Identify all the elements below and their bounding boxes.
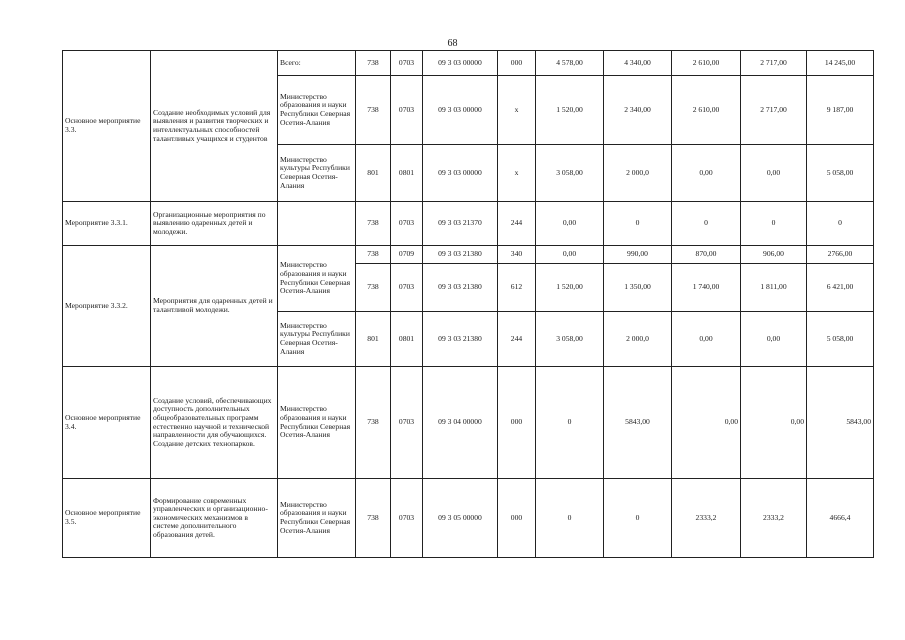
- rzpr-cell: 0703: [391, 479, 423, 558]
- amount-cell: 990,00: [604, 246, 672, 264]
- total-cell: 5843,00: [807, 367, 874, 479]
- table-row: [63, 367, 874, 479]
- executor-cell: Всего:: [278, 51, 356, 76]
- table-row: [63, 246, 874, 264]
- amount-cell: 0,00: [672, 367, 741, 479]
- entity-cell: Мероприятие 3.3.2.: [63, 246, 151, 367]
- amount-cell: 2 340,00: [604, 76, 672, 145]
- entity-cell: Основное мероприятие 3.5.: [63, 479, 151, 558]
- executor-cell: [278, 202, 356, 246]
- amount-cell: 1 350,00: [604, 264, 672, 312]
- vr-cell: 000: [498, 51, 536, 76]
- vr-cell: 612: [498, 264, 536, 312]
- amount-cell: 2 000,0: [604, 145, 672, 202]
- amount-cell: 0,00: [672, 312, 741, 367]
- amount-cell: 2 610,00: [672, 51, 741, 76]
- amount-cell: 870,00: [672, 246, 741, 264]
- amount-cell: 2333,2: [672, 479, 741, 558]
- amount-cell: 0: [672, 202, 741, 246]
- grbs-cell: 738: [356, 202, 391, 246]
- amount-cell: 0: [536, 367, 604, 479]
- executor-cell: Министерство образования и науки Республики Северная Осетия-Алания: [278, 246, 356, 312]
- grbs-cell: 738: [356, 76, 391, 145]
- total-cell: 2766,00: [807, 246, 874, 264]
- amount-cell: 0,00: [741, 367, 807, 479]
- amount-cell: 0: [536, 479, 604, 558]
- vr-cell: 340: [498, 246, 536, 264]
- vr-cell: 244: [498, 312, 536, 367]
- vr-cell: 000: [498, 479, 536, 558]
- executor-cell: Министерство образования и науки Республики Северная Осетия-Алания: [278, 76, 356, 145]
- description-cell: Мероприятия для одаренных детей и талантливой молодежи.: [151, 246, 278, 367]
- amount-cell: 906,00: [741, 246, 807, 264]
- vr-cell: 000: [498, 367, 536, 479]
- total-cell: 5 058,00: [807, 312, 874, 367]
- csr-cell: 09 3 03 21370: [423, 202, 498, 246]
- total-cell: 5 058,00: [807, 145, 874, 202]
- total-cell: 6 421,00: [807, 264, 874, 312]
- csr-cell: 09 3 03 21380: [423, 264, 498, 312]
- total-cell: 0: [807, 202, 874, 246]
- grbs-cell: 738: [356, 51, 391, 76]
- total-cell: 4666,4: [807, 479, 874, 558]
- page-number: 68: [447, 38, 458, 49]
- grbs-cell: 738: [356, 246, 391, 264]
- table-row: [63, 479, 874, 558]
- amount-cell: 2 717,00: [741, 51, 807, 76]
- csr-cell: 09 3 03 00000: [423, 145, 498, 202]
- rzpr-cell: 0703: [391, 264, 423, 312]
- total-cell: 9 187,00: [807, 76, 874, 145]
- rzpr-cell: 0703: [391, 367, 423, 479]
- amount-cell: 1 520,00: [536, 264, 604, 312]
- grbs-cell: 738: [356, 367, 391, 479]
- vr-cell: х: [498, 145, 536, 202]
- amount-cell: 2 000,0: [604, 312, 672, 367]
- amount-cell: 2 717,00: [741, 76, 807, 145]
- rzpr-cell: 0801: [391, 312, 423, 367]
- rzpr-cell: 0703: [391, 51, 423, 76]
- grbs-cell: 738: [356, 264, 391, 312]
- entity-cell: Мероприятие 3.3.1.: [63, 202, 151, 246]
- rzpr-cell: 0801: [391, 145, 423, 202]
- description-cell: Создание необходимых условий для выявления и развития творческих и интеллектуальных способностей талантливых учащихся и студентов: [151, 51, 278, 202]
- csr-cell: 09 3 05 00000: [423, 479, 498, 558]
- entity-cell: Основное мероприятие 3.4.: [63, 367, 151, 479]
- csr-cell: 09 3 04 00000: [423, 367, 498, 479]
- executor-cell: Министерство культуры Республики Северная Осетия-Алания: [278, 145, 356, 202]
- vr-cell: х: [498, 76, 536, 145]
- budget-table: [62, 50, 874, 558]
- amount-cell: 0,00: [672, 145, 741, 202]
- grbs-cell: 738: [356, 479, 391, 558]
- amount-cell: 4 578,00: [536, 51, 604, 76]
- amount-cell: 2333,2: [741, 479, 807, 558]
- amount-cell: 1 740,00: [672, 264, 741, 312]
- amount-cell: 3 058,00: [536, 312, 604, 367]
- vr-cell: 244: [498, 202, 536, 246]
- amount-cell: 0: [604, 202, 672, 246]
- csr-cell: 09 3 03 00000: [423, 76, 498, 145]
- amount-cell: 1 811,00: [741, 264, 807, 312]
- description-cell: Организационные мероприятия по выявлению одаренных детей и молодежи.: [151, 202, 278, 246]
- amount-cell: 0: [741, 202, 807, 246]
- grbs-cell: 801: [356, 312, 391, 367]
- description-cell: Создание условий, обеспечивающих доступность дополнительных общеобразовательных программ естественно научной и технической направленности для обучающихся. Создание детских технопарков.: [151, 367, 278, 479]
- amount-cell: 5843,00: [604, 367, 672, 479]
- grbs-cell: 801: [356, 145, 391, 202]
- rzpr-cell: 0709: [391, 246, 423, 264]
- rzpr-cell: 0703: [391, 202, 423, 246]
- amount-cell: 0,00: [536, 202, 604, 246]
- csr-cell: 09 3 03 00000: [423, 51, 498, 76]
- table-row: [63, 202, 874, 246]
- description-cell: Формирование современных управленческих и организационно-экономических механизмов в системе дополнительного образования детей.: [151, 479, 278, 558]
- amount-cell: 0,00: [536, 246, 604, 264]
- amount-cell: 0: [604, 479, 672, 558]
- total-cell: 14 245,00: [807, 51, 874, 76]
- amount-cell: 1 520,00: [536, 76, 604, 145]
- csr-cell: 09 3 03 21380: [423, 312, 498, 367]
- entity-cell: Основное мероприятие 3.3.: [63, 51, 151, 202]
- executor-cell: Министерство культуры Республики Северная Осетия-Алания: [278, 312, 356, 367]
- amount-cell: 2 610,00: [672, 76, 741, 145]
- amount-cell: 3 058,00: [536, 145, 604, 202]
- rzpr-cell: 0703: [391, 76, 423, 145]
- amount-cell: 0,00: [741, 312, 807, 367]
- amount-cell: 4 340,00: [604, 51, 672, 76]
- amount-cell: 0,00: [741, 145, 807, 202]
- executor-cell: Министерство образования и науки Республики Северная Осетия-Алания: [278, 479, 356, 558]
- table-row: [63, 51, 874, 76]
- executor-cell: Министерство образования и науки Республики Северная Осетия-Алания: [278, 367, 356, 479]
- csr-cell: 09 3 03 21380: [423, 246, 498, 264]
